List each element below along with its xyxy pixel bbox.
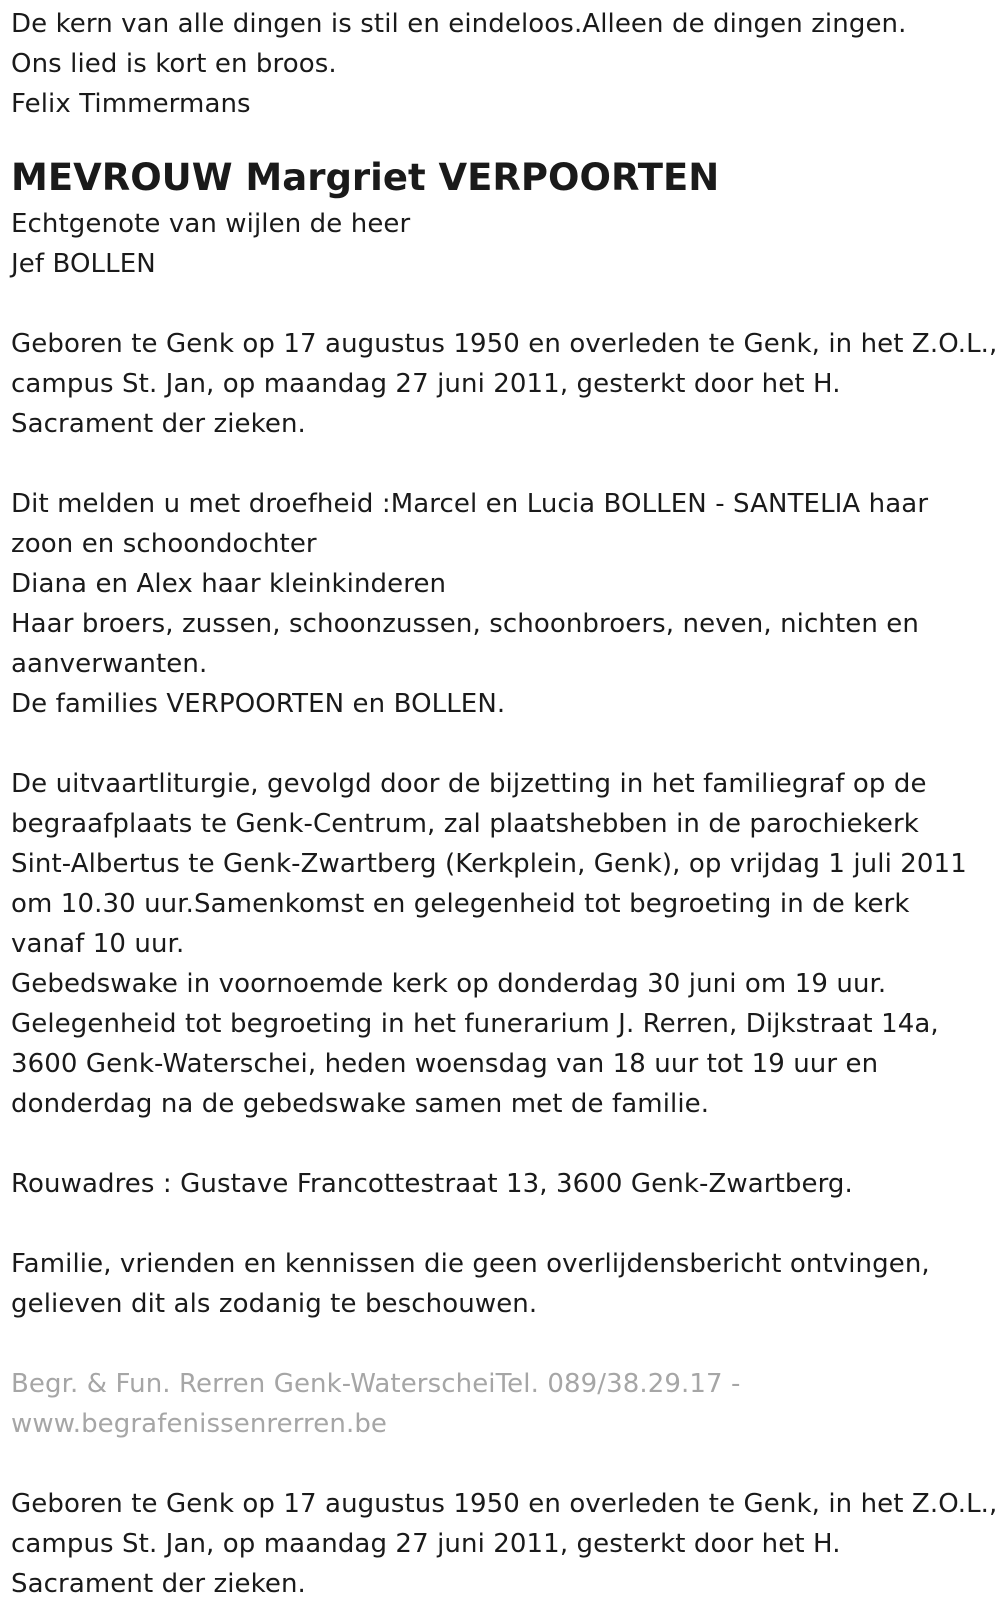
family-line-5: aanverwanten. <box>11 649 208 679</box>
birth-death-line-1: Geboren te Genk op 17 augustus 1950 en overleden te Genk, in het Z.O.L., <box>11 329 998 359</box>
birth-death-line-2: campus St. Jan, op maandag 27 juni 2011, gesterkt door het H. <box>11 369 841 399</box>
birth-death-block <box>11 324 998 444</box>
birth-death-repeat-line-3: Sacrament der zieken. <box>11 1569 306 1599</box>
funeral-line-2: begraafplaats te Genk-Centrum, zal plaatshebben in de parochiekerk <box>11 809 919 839</box>
undertaker-website: www.begrafenissenrerren.be <box>11 1409 388 1439</box>
funeral-line-3: Sint-Albertus te Genk-Zwartberg (Kerkplein, Genk), op vrijdag 1 juli 2011 <box>11 849 967 879</box>
spacer <box>11 724 990 764</box>
spacer <box>11 284 990 324</box>
spacer <box>11 1204 990 1244</box>
quote-author: Felix Timmermans <box>11 89 251 119</box>
spouse-line-2: Jef BOLLEN <box>11 249 156 279</box>
family-line-3: Diana en Alex haar kleinkinderen <box>11 569 447 599</box>
undertaker-line-1: Begr. & Fun. Rerren Genk-WaterscheiTel. 089/38.29.17 - <box>11 1369 741 1399</box>
family-line-4: Haar broers, zussen, schoonzussen, schoonbroers, neven, nichten en <box>11 609 919 639</box>
spacer <box>11 1124 990 1164</box>
birth-death-line-3: Sacrament der zieken. <box>11 409 306 439</box>
notice-line-1: Familie, vrienden en kennissen die geen overlijdensbericht ontvingen, <box>11 1249 930 1279</box>
quote-block <box>11 4 990 124</box>
quote-line-1: De kern van alle dingen is stil en eindeloos.Alleen de dingen zingen. <box>11 9 907 39</box>
deceased-name: MEVROUW Margriet VERPOORTEN <box>11 156 720 199</box>
quote-line-2: Ons lied is kort en broos. <box>11 49 337 79</box>
spacer <box>11 1444 990 1484</box>
birth-death-repeat-block <box>11 1484 998 1604</box>
spouse-line-1: Echtgenote van wijlen de heer <box>11 209 411 239</box>
funeral-line-7: Gelegenheid tot begroeting in het funerarium J. Rerren, Dijkstraat 14a, <box>11 1009 939 1039</box>
funeral-line-4: om 10.30 uur.Samenkomst en gelegenheid tot begroeting in de kerk <box>11 889 910 919</box>
funeral-line-1: De uitvaartliturgie, gevolgd door de bijzetting in het familiegraf op de <box>11 769 927 799</box>
funeral-line-8: 3600 Genk-Waterschei, heden woensdag van 18 uur tot 19 uur en <box>11 1049 879 1079</box>
funeral-line-9: donderdag na de gebedswake samen met de familie. <box>11 1089 710 1119</box>
family-line-6: De families VERPOORTEN en BOLLEN. <box>11 689 506 719</box>
notice-block <box>11 1244 990 1324</box>
deceased-block <box>11 154 990 284</box>
spacer <box>11 444 990 484</box>
birth-death-repeat-line-1: Geboren te Genk op 17 augustus 1950 en overleden te Genk, in het Z.O.L., <box>11 1489 998 1519</box>
funeral-line-5: vanaf 10 uur. <box>11 929 185 959</box>
spacer <box>11 1324 990 1364</box>
funeral-block <box>11 764 990 1124</box>
family-line-1: Dit melden u met droefheid :Marcel en Lucia BOLLEN - SANTELIA haar <box>11 489 929 519</box>
birth-death-repeat-line-2: campus St. Jan, op maandag 27 juni 2011, gesterkt door het H. <box>11 1529 841 1559</box>
family-line-2: zoon en schoondochter <box>11 529 317 559</box>
funeral-line-6: Gebedswake in voornoemde kerk op donderdag 30 juni om 19 uur. <box>11 969 887 999</box>
address-block <box>11 1164 990 1204</box>
notice-line-2: gelieven dit als zodanig te beschouwen. <box>11 1289 538 1319</box>
undertaker-block <box>11 1364 990 1444</box>
mourning-address: Rouwadres : Gustave Francottestraat 13, 3600 Genk-Zwartberg. <box>11 1169 853 1199</box>
family-block <box>11 484 990 724</box>
